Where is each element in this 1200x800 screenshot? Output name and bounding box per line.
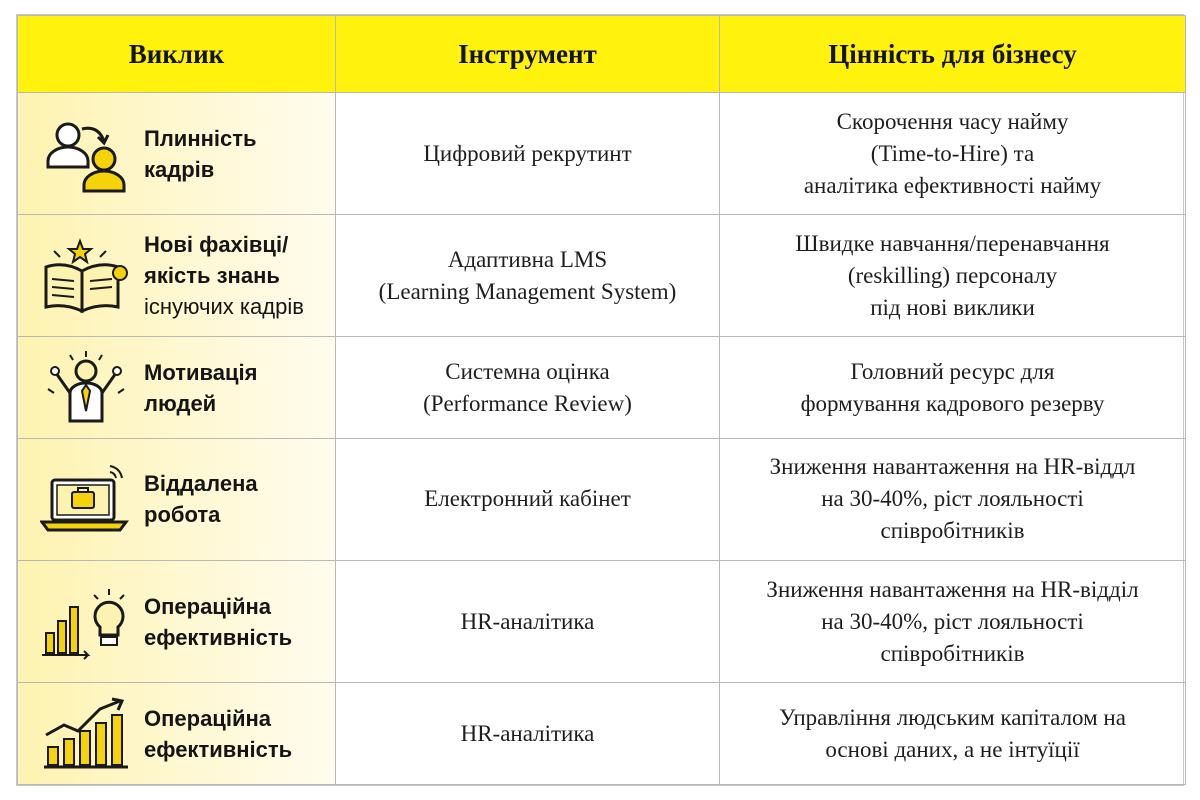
value-text: під нові виклики: [870, 294, 1035, 320]
value-text: Зниження навантаження на HR-відділ: [766, 576, 1139, 602]
tool-text: (Learning Management System): [378, 278, 677, 304]
table-row: [18, 337, 1186, 439]
growth-chart-icon: [40, 695, 132, 773]
value-text: Швидке навчання/перенавчання: [795, 230, 1110, 256]
value-text: Управління людським капіталом на: [779, 704, 1126, 730]
value-text: Головний ресурс для: [850, 358, 1055, 384]
challenge-cell: [18, 683, 336, 785]
value-text: співробітників: [880, 518, 1025, 544]
tool-cell: [336, 561, 720, 683]
value-text: Зниження навантаження на HR-віддл: [769, 454, 1136, 480]
table-frame: [16, 14, 1184, 786]
challenge-label: Операційна: [144, 705, 271, 731]
challenge-label: Нові фахівці/: [144, 232, 289, 258]
value-cell: [720, 438, 1186, 560]
tool-text: Системна оцінка: [445, 358, 610, 384]
value-text: формування кадрового резерву: [800, 390, 1105, 416]
challenge-label: Мотивація: [144, 359, 258, 385]
value-cell: [720, 215, 1186, 337]
header-row: [18, 16, 1186, 93]
value-text: Скорочення часу найму: [836, 108, 1069, 134]
tool-text: HR-аналітика: [460, 608, 595, 634]
laptop-briefcase-icon: [40, 460, 132, 538]
value-cell: [720, 683, 1186, 785]
tool-text: Адаптивна LMS: [447, 246, 608, 272]
challenge-label: ефективність: [144, 736, 293, 762]
chart-lightbulb-icon: [40, 583, 132, 661]
challenge-label: Операційна: [144, 593, 271, 619]
value-text: аналітика ефективності найму: [803, 172, 1102, 198]
challenge-label: людей: [144, 390, 217, 416]
tool-cell: [336, 438, 720, 560]
tool-text: Електронний кабінет: [424, 486, 631, 512]
table-row: [18, 683, 1186, 785]
challenge-label: Віддалена: [144, 471, 258, 497]
challenge-label: кадрів: [144, 156, 215, 182]
value-cell: [720, 337, 1186, 439]
challenge-label: ефективність: [144, 624, 293, 650]
value-text: на 30-40%, ріст лояльності: [821, 486, 1084, 512]
header-challenge: Виклик: [18, 16, 336, 93]
tool-text: HR-аналітика: [460, 720, 595, 746]
tool-text: Цифровий рекрутинт: [423, 140, 632, 166]
tool-cell: [336, 215, 720, 337]
value-cell: [720, 561, 1186, 683]
challenge-label: існуючих кадрів: [144, 294, 304, 320]
table-row: [18, 93, 1186, 215]
challenge-cell: [18, 438, 336, 560]
header-value: Цінність для бізнесу: [720, 16, 1186, 93]
value-text: (reskilling) персоналу: [847, 262, 1058, 288]
challenge-label: якість знань: [144, 263, 280, 289]
tool-cell: [336, 93, 720, 215]
value-text: на 30-40%, ріст лояльності: [821, 608, 1084, 634]
hr-challenges-table: [17, 15, 1186, 785]
value-cell: [720, 93, 1186, 215]
challenge-label: робота: [144, 502, 221, 528]
user-replace-icon: [40, 115, 132, 193]
header-tool: Інструмент: [336, 16, 720, 93]
challenge-cell: [18, 215, 336, 337]
open-book-star-icon: [40, 237, 132, 315]
table-row: [18, 561, 1186, 683]
tool-text: (Performance Review): [423, 390, 632, 416]
challenge-cell: [18, 337, 336, 439]
value-text: основі даних, а не інтуїції: [825, 736, 1080, 762]
challenge-label: Плинність: [144, 125, 257, 151]
table-row: [18, 438, 1186, 560]
value-text: (Time-to-Hire) та: [870, 140, 1035, 166]
tool-cell: [336, 337, 720, 439]
value-text: співробітників: [880, 640, 1025, 666]
challenge-cell: [18, 93, 336, 215]
motivated-person-icon: [40, 349, 132, 427]
challenge-cell: [18, 561, 336, 683]
table-row: [18, 215, 1186, 337]
tool-cell: [336, 683, 720, 785]
